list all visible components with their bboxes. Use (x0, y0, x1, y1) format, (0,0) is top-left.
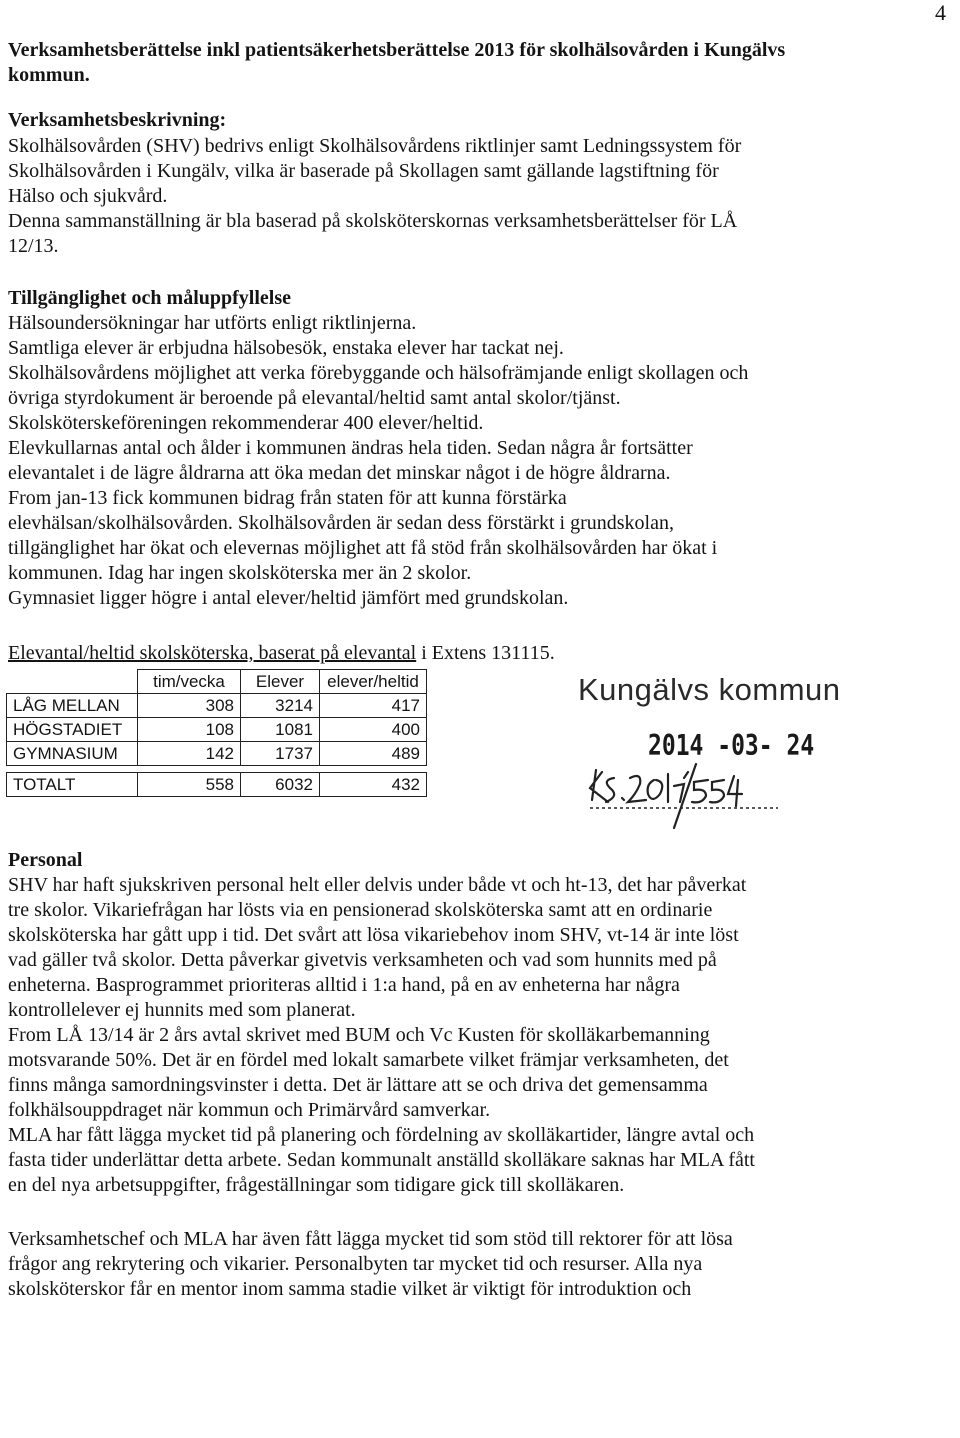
cell-tim: 108 (138, 718, 241, 742)
text-line: Skolhälsovårdens möjlighet att verka förebyggande och hälsofrämjande enligt skollagen och (8, 362, 749, 384)
cell-tim: 142 (138, 742, 241, 766)
text-line: elevantalet i de lägre åldrarna att öka medan det minskar något i de högre åldrarna. (8, 462, 671, 484)
cell-elever: 1737 (241, 742, 320, 766)
paragraph-verksamhet (8, 134, 741, 259)
table-caption-rest: i Extens 131115. (416, 642, 555, 664)
text-line: Skolhälsovården i Kungälv, vilka är baserade på Skollagen samt gällande lagstiftning för (8, 160, 719, 182)
row-label-total: TOTALT (7, 773, 138, 797)
table-row (7, 694, 427, 718)
table-header-tim: tim/vecka (138, 670, 241, 694)
text-line: frågor ang rekrytering och vikarier. Personalbyten tar mycket tid och resurser. Alla nya (8, 1253, 703, 1275)
text-line: kommunen. Idag har ingen skolsköterska mer än 2 skolor. (8, 562, 472, 584)
text-line: skolsköterska har gått upp i tid. Det svårt att lösa vikariebehov inom SHV, vt-14 är inte löst (8, 924, 739, 946)
text-line: Hälsoundersökningar har utförts enligt riktlinjerna. (8, 312, 417, 334)
text-line: en del nya arbetsuppgifter, frågeställningar som tidigare gick till skolläkaren. (8, 1174, 625, 1196)
cell-per-heltid: 400 (320, 718, 427, 742)
table-row (7, 742, 427, 766)
text-line: fasta tider underlättar detta arbete. Sedan kommunalt anställd skolläkare saknas har MLA fått (8, 1149, 755, 1171)
table-header-per-heltid: elever/heltid (320, 670, 427, 694)
cell-per-heltid-total: 432 (320, 773, 427, 797)
table-total-row (7, 773, 427, 797)
paragraph-tillganglighet (8, 311, 748, 611)
staffing-table (6, 669, 427, 797)
cell-per-heltid: 417 (320, 694, 427, 718)
text-line: skolsköterskor får en mentor inom samma stadie vilket är viktigt för introduktion och (8, 1278, 692, 1300)
table-spacer-row (7, 766, 427, 773)
stamp-date: 2014 -03- 24 (648, 730, 815, 763)
row-label: GYMNASIUM (7, 742, 138, 766)
table-caption (8, 642, 555, 665)
text-line: tillgänglighet har ökat och elevernas möjlighet att få stöd från skolhälsovården har ökat i (8, 537, 718, 559)
cell-elever: 1081 (241, 718, 320, 742)
text-line: övriga styrdokument är beroende på elevantal/heltid samt antal skolor/tjänst. (8, 387, 621, 409)
cell-tim-total: 558 (138, 773, 241, 797)
text-line: tre skolor. Vikariefrågan har lösts via en pensionerad skolsköterska samt att en ordinarie (8, 899, 713, 921)
table-header-elever: Elever (241, 670, 320, 694)
text-line: enheterna. Basprogrammet prioriteras alltid i 1:a hand, på en av enheterna har några (8, 974, 680, 996)
paragraph-personal-2 (8, 1227, 733, 1302)
text-line: vad gäller två skolor. Detta påverkar givetvis verksamheten och vad som hunnits med på (8, 949, 717, 971)
cell-per-heltid: 489 (320, 742, 427, 766)
text-line: Samtliga elever är erbjudna hälsobesök, enstaka elever har tackat nej. (8, 337, 564, 359)
cell-elever: 3214 (241, 694, 320, 718)
text-line: Gymnasiet ligger högre i antal elever/heltid jämfört med grundskolan. (8, 587, 569, 609)
text-line: From jan-13 fick kommunen bidrag från staten för att kunna förstärka (8, 487, 567, 509)
table-row (7, 718, 427, 742)
cell-elever-total: 6032 (241, 773, 320, 797)
page-number: 4 (935, 0, 946, 25)
text-line: Skolhälsovården (SHV) bedrivs enligt Skolhälsovårdens riktlinjer samt Ledningssystem för (8, 135, 742, 157)
heading-verksamhetsbeskrivning: Verksamhetsbeskrivning: (8, 109, 227, 131)
table-header-blank (7, 670, 138, 694)
cell-tim: 308 (138, 694, 241, 718)
text-line: From LÅ 13/14 är 2 års avtal skrivet med BUM och Vc Kusten för skolläkarbemanning (8, 1024, 710, 1046)
row-label: HÖGSTADIET (7, 718, 138, 742)
table-caption-underlined: Elevantal/heltid skolsköterska, baserat på elevantal (8, 642, 417, 664)
text-line: Denna sammanställning är bla baserad på skolsköterskornas verksamhetsberättelser för LÅ (8, 210, 738, 232)
table-header-row (7, 670, 427, 694)
heading-tillganglighet: Tillgänglighet och måluppfyllelse (8, 287, 291, 309)
document-title: Verksamhetsberättelse inkl patientsäkerhetsberättelse 2013 för skolhälsovården i Kungälvs kommun. (8, 39, 786, 86)
stamp-organization: Kungälvs kommun (578, 672, 841, 707)
paragraph-personal (8, 873, 755, 1198)
text-line: elevhälsan/skolhälsovården. Skolhälsovården är sedan dess förstärkt i grundskolan, (8, 512, 674, 534)
heading-personal: Personal (8, 849, 83, 871)
text-line: 12/13. (8, 235, 59, 257)
text-line: Skolsköterskeföreningen rekommenderar 400 elever/heltid. (8, 412, 484, 434)
row-label: LÅG MELLAN (7, 694, 138, 718)
text-line: motsvarande 50%. Det är en fördel med lokalt samarbete vilket främjar verksamheten, det (8, 1049, 729, 1071)
text-line: Verksamhetschef och MLA har även fått lägga mycket tid som stöd till rektorer för att lösa (8, 1228, 733, 1250)
text-line: folkhälsouppdraget när kommun och Primärvård samverkar. (8, 1099, 491, 1121)
text-line: SHV har haft sjukskriven personal helt eller delvis under både vt och ht-13, det har påverkat (8, 874, 747, 896)
text-line: MLA har fått lägga mycket tid på planering och fördelning av skolläkartider, längre avtal och (8, 1124, 755, 1146)
text-line: finns många samordningsvinster i detta. Det är lättare att se och driva det gemensamma (8, 1074, 708, 1096)
handwritten-reference-signature (588, 760, 828, 830)
text-line: Elevkullarnas antal och ålder i kommunen ändras hela tiden. Sedan några år fortsätter (8, 437, 693, 459)
text-line: Hälso och sjukvård. (8, 185, 168, 207)
text-line: kontrollelever ej hunnits med som planerat. (8, 999, 356, 1021)
